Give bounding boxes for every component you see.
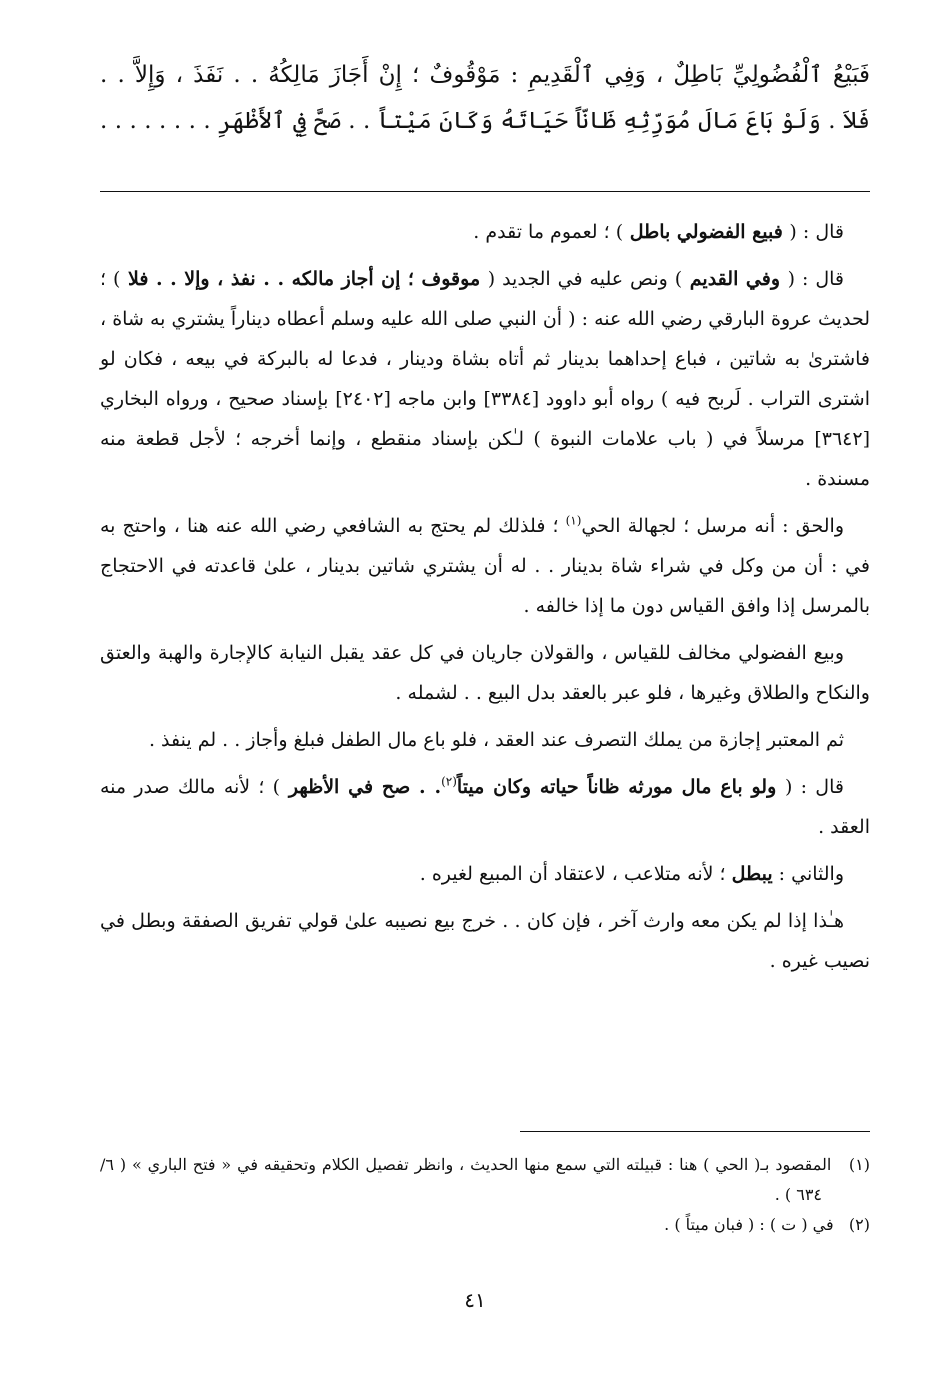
p2-text-a: قال : ( [787, 268, 845, 290]
commentary-body [100, 212, 870, 981]
p2-bold-2: موقوف ؛ إن أجاز مالكه . . نفذ ، وإلا . . فلا [120, 268, 488, 290]
paragraph-2 [100, 259, 870, 499]
footnote-1 [100, 1150, 870, 1210]
footnote-ref-1[interactable]: (١) [565, 513, 582, 528]
p2-text-c: ) ونص عليه في الجديد ( [487, 268, 683, 290]
p6-bold-2: . . صح في الأظهر [280, 776, 442, 798]
paragraph-7 [100, 854, 870, 894]
paragraph-3 [100, 506, 870, 626]
page-number: ٤١ [464, 1288, 486, 1312]
p1-text-c: ) ؛ لعموم ما تقدم . [473, 221, 624, 243]
footnote-separator-rule [520, 1131, 870, 1132]
matn-text [100, 52, 870, 144]
p6-bold-1: ولو باع مال مورثه ظاناً حياته وكان ميتاً [456, 776, 786, 798]
p7-text-a: والثاني : [772, 863, 844, 885]
matn-line-2: فَلاَ . وَلَوْ بَاعَ مَالَ مُوَرِّثِهِ ظَانّاً حَيَاتَهُ وَكَانَ مَيْتاً . . صَحَّ فِي ٱلأَظْهَرِ . . . . . . . . [100, 108, 870, 134]
matn-line-1: فَبَيْعُ ٱلْفُضُولِيِّ بَاطِلٌ ، وَفِي ٱلْقَدِيمِ : مَوْقُوفٌ ؛ إِنْ أَجَازَ مَالِكُهُ . . نَفَذَ ، وَإِلاَّ . . [100, 62, 870, 88]
footnotes [100, 1150, 870, 1240]
paragraph-1 [100, 212, 870, 252]
p2-bold-1: وفي القديم [682, 268, 788, 290]
p1-bold-1: فبيع الفضولي باطل [623, 221, 790, 243]
paragraph-6 [100, 767, 870, 847]
footnote-1-text: المقصود بـ( الحي ) هنا : قبيلته التي سمع منها الحديث ، وانظر تفصيل الكلام وتحقيقه في « فتح الباري » ( ٦/ ٦٣٤ ) . [100, 1155, 832, 1204]
paragraph-8: هـٰذا إذا لم يكن معه وارث آخر ، فإن كان . . خرج بيع نصيبه علىٰ قولي تفريق الصفقة وبطل في نصيب غيره . [100, 910, 870, 972]
p6-text-c: ) ؛ لأنه مالك صدر منه العقد . [100, 776, 870, 838]
p7-bold-1: يبطل [731, 863, 773, 885]
p1-text-a: قال : ( [789, 221, 844, 243]
p6-text-a: قال : ( [785, 776, 844, 798]
footnote-2-text: في ( ت ) : ( فبان ميتاً ) . [664, 1215, 834, 1234]
footnote-2-number: (٢) [848, 1215, 870, 1234]
paragraph-5: ثم المعتبر إجازة من يملك التصرف عند العقد ، فلو باع مال الطفل فبلغ وأجاز . . لم ينفذ . [148, 729, 844, 751]
p3-text-a: والحق : أنه مرسل ؛ لجهالة الحي [581, 515, 844, 537]
footnote-ref-2[interactable]: (٢) [441, 774, 457, 789]
footnote-1-number: (١) [848, 1155, 871, 1174]
p2-text-d: ) ؛ لحديث عروة البارقي رضي الله عنه : ( أن النبي صلى الله عليه وسلم أعطاه ديناراً يشتري به شاة ، فاشترىٰ به شاتين ، فباع إحداهما بدينار ثم أتاه بشاة ودينار ، فدعا له بالبركة في بيعه ، فكان لو اشترى التراب . لَربح فيه ) رواه أبو داوود [٣٣٨٤] وابن ماجه [٢٤٠٢] بإسناد صحيح ، ورواه البخاري [٣٦٤٢] مرسلاً في ( باب علامات النبوة ) لـٰكن بإسناد منقطع ، وإنما أخرجه ؛ لأجل قطعة منه مسندة . [100, 268, 870, 490]
footnote-2 [100, 1210, 870, 1240]
paragraph-4: وبيع الفضولي مخالف للقياس ، والقولان جاريان في كل عقد يقبل النيابة كالإجارة والهبة والعتق والنكاح والطلاق وغيرها ، فلو عبر بالعقد بدل البيع . . لشمله . [100, 642, 870, 704]
p7-text-c: ؛ لأنه متلاعب ، لاعتقاد أن المبيع لغيره . [419, 863, 732, 885]
p3-text-b: ؛ فلذلك لم يحتج به الشافعي رضي الله عنه هنا ، واحتج به في : أن من وكل في شراء شاة بدينار . . له أن يشتري شاتين بدينار ، علىٰ قاعدته في الاحتجاج بالمرسل إذا وافق القياس دون ما إذا خالفه . [100, 515, 870, 617]
matn-separator-rule [100, 191, 870, 192]
